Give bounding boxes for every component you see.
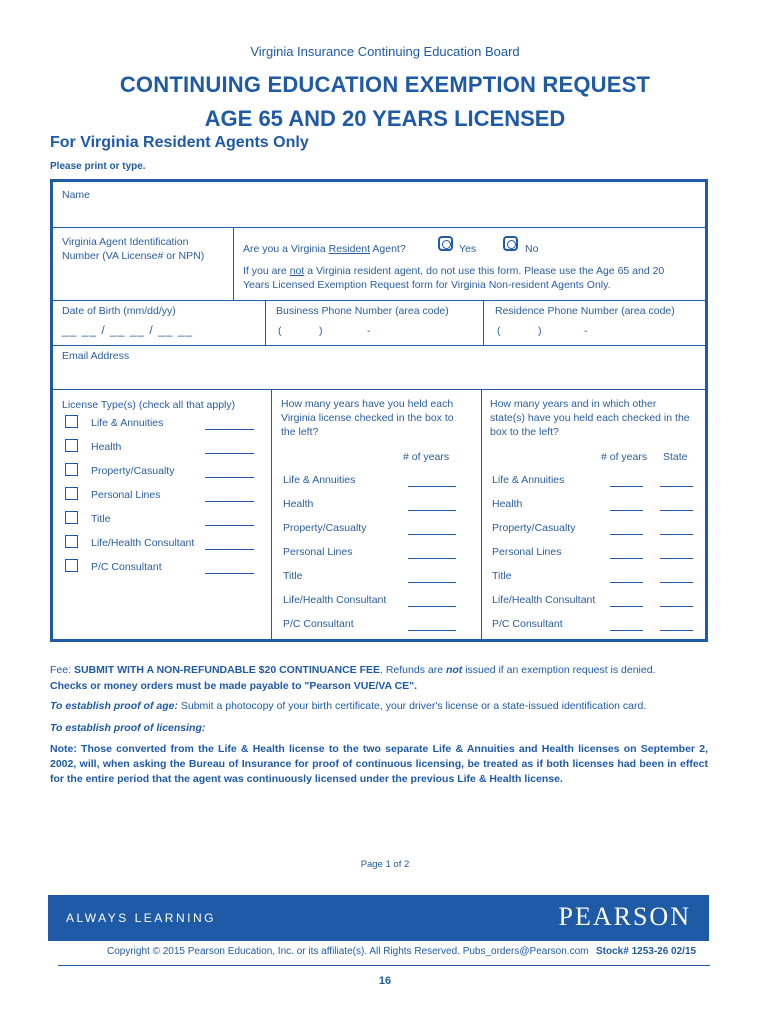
divider (265, 300, 266, 345)
other-states-q2: state(s) have you held each checked in the (490, 412, 690, 424)
years-blank[interactable] (408, 534, 456, 535)
proof-of-licensing-label: To establish proof of licensing: (50, 722, 206, 734)
other-state-years-blank[interactable] (610, 558, 643, 559)
years-column-label: # of years (403, 451, 450, 463)
yes-radio[interactable] (438, 236, 453, 251)
audience-heading: For Virginia Resident Agents Only (50, 134, 309, 151)
page-of: Page 1 of 2 (360, 859, 410, 870)
years-blank[interactable] (408, 630, 456, 631)
divider (53, 227, 705, 228)
other-state-years-blank[interactable] (610, 606, 643, 607)
state-column-label: State (663, 451, 688, 463)
license-blank[interactable] (205, 429, 254, 430)
fee-payable: Checks or money orders must be made payable to "Pearson VUE/VA CE". (50, 680, 418, 692)
yes-label: Yes (459, 243, 477, 255)
page-number: 16 (378, 975, 392, 987)
other-state-years-blank[interactable] (610, 630, 643, 631)
email-label: Email Address (62, 350, 130, 362)
stock-number: Stock# 1253-26 02/15 (596, 946, 697, 957)
license-type-label: P/C Consultant (91, 561, 162, 573)
years-license-label: Health (283, 498, 314, 510)
business-phone-dash: - (367, 325, 371, 337)
fee-rest: issued if an exemption request is denied. (462, 664, 656, 676)
years-license-label: Personal Lines (283, 546, 353, 558)
form-title: CONTINUING EDUCATION EXEMPTION REQUEST (119, 72, 651, 97)
years-held-q2: Virginia license checked in the box to (281, 412, 454, 424)
name-label: Name (62, 189, 91, 201)
license-type-label: Health (91, 441, 122, 453)
license-checkbox[interactable] (65, 487, 78, 500)
fee-prefix: Fee: (50, 664, 74, 676)
agent-id-label-line2: Number (VA License# or NPN) (62, 250, 205, 262)
residence-phone-dash: - (584, 325, 588, 337)
board-name: Virginia Insurance Continuing Education Board (250, 44, 520, 59)
other-state-name-blank[interactable] (660, 510, 693, 511)
divider (233, 227, 234, 301)
agent-id-label (62, 235, 204, 263)
other-state-name-blank[interactable] (660, 630, 693, 631)
footer-banner (48, 895, 709, 941)
years-blank[interactable] (408, 558, 456, 559)
no-label: No (525, 243, 539, 255)
dob-field[interactable]: __ __ / __ __ / __ __ (62, 323, 194, 337)
license-blank[interactable] (205, 501, 254, 502)
other-state-license-label: Health (492, 498, 523, 510)
license-type-label: Title (91, 513, 111, 525)
print-instruction: Please print or type. (50, 161, 146, 172)
license-checkbox[interactable] (65, 559, 78, 572)
proof-of-age-text: Submit a photocopy of your birth certificate, your driver's license or a state-issued identification card. (177, 700, 647, 712)
years-held-question (281, 397, 454, 439)
years-license-label: P/C Consultant (283, 618, 354, 630)
license-checkbox[interactable] (65, 415, 78, 428)
license-checkbox[interactable] (65, 535, 78, 548)
years-license-label: Life & Annuities (283, 474, 356, 486)
other-state-license-label: Property/Casualty (492, 522, 576, 534)
fee-not: not (445, 664, 463, 676)
copyright: Copyright © 2015 Pearson Education, Inc. or its affiliate(s). All Rights Reserved. Pubs_orders@Pearson.com (107, 946, 589, 957)
other-states-q1: How many years and in which other (490, 398, 657, 410)
nonresident-line2: Years Licensed Exemption Request form for Virginia Non-resident Agents Only. (243, 279, 611, 291)
divider (53, 389, 705, 390)
years-held-q3: the left? (281, 426, 319, 438)
business-phone-open-paren[interactable]: ( (278, 325, 282, 337)
other-state-years-blank[interactable] (610, 534, 643, 535)
divider (53, 345, 705, 346)
license-type-label: Property/Casualty (91, 465, 175, 477)
divider (271, 389, 272, 639)
nonresident-prefix: If you are (243, 265, 290, 277)
resident-question-prefix: Are you a Virginia (243, 243, 329, 255)
other-state-name-blank[interactable] (660, 534, 693, 535)
residence-phone-label: Residence Phone Number (area code) (495, 305, 675, 317)
no-radio[interactable] (503, 236, 518, 251)
divider (483, 300, 484, 345)
years-held-q1: How many years have you held each (281, 398, 454, 410)
license-type-label: Personal Lines (91, 489, 161, 501)
license-type-label: Life & Annuities (91, 417, 164, 429)
other-state-name-blank[interactable] (660, 606, 693, 607)
fee-mid: . Refunds are (380, 664, 446, 676)
proof-of-age (50, 699, 708, 714)
footer-rule (58, 965, 710, 966)
form-subtitle-title: AGE 65 AND 20 YEARS LICENSED (204, 106, 566, 131)
dob-label: Date of Birth (mm/dd/yy) (62, 305, 176, 317)
license-checkbox[interactable] (65, 463, 78, 476)
other-state-years-blank[interactable] (610, 510, 643, 511)
nonresident-line1: a Virginia resident agent, do not use this form. Please use the Age 65 and 20 (304, 265, 665, 277)
other-state-years-blank[interactable] (610, 582, 643, 583)
other-state-name-blank[interactable] (660, 558, 693, 559)
nonresident-not: not (289, 265, 305, 277)
other-state-name-blank[interactable] (660, 582, 693, 583)
other-state-name-blank[interactable] (660, 486, 693, 487)
license-blank[interactable] (205, 525, 254, 526)
tagline: ALWAYS LEARNING (66, 911, 216, 925)
other-state-license-label: P/C Consultant (492, 618, 563, 630)
years-blank[interactable] (408, 486, 456, 487)
residence-phone-close-paren: ) (538, 325, 542, 337)
license-blank[interactable] (205, 573, 254, 574)
years-license-label: Title (283, 570, 303, 582)
business-phone-close-paren: ) (319, 325, 323, 337)
pearson-logo: PEARSON (558, 902, 691, 931)
years-blank[interactable] (408, 510, 456, 511)
license-blank[interactable] (205, 453, 254, 454)
other-states-q3: box to the left? (490, 426, 559, 438)
exemption-form (50, 179, 708, 642)
business-phone-label: Business Phone Number (area code) (276, 305, 449, 317)
nonresident-warning (243, 264, 664, 292)
license-types-label: License Type(s) (check all that apply) (62, 399, 236, 411)
other-state-years-blank[interactable] (610, 486, 643, 487)
license-checkbox[interactable] (65, 511, 78, 524)
other-state-license-label: Life & Annuities (492, 474, 565, 486)
license-checkbox[interactable] (65, 439, 78, 452)
other-state-license-label: Personal Lines (492, 546, 562, 558)
conversion-note: Note: Those converted from the Life & Health license to the two separate Life & Annuities and Health licenses on September 2, 2002, will, when asking the Bureau of Insurance for proof of continuous licensing, be treated as if both licenses had been in effect for the entire period that the agent was continuously licensed under the previous Life & Health license. (50, 743, 708, 785)
divider (53, 300, 705, 301)
years-blank[interactable] (408, 606, 456, 607)
license-blank[interactable] (205, 477, 254, 478)
residence-phone-open-paren[interactable]: ( (497, 325, 501, 337)
fee-bold: SUBMIT WITH A NON-REFUNDABLE $20 CONTINUANCE FEE (73, 664, 380, 676)
license-blank[interactable] (205, 549, 254, 550)
years-blank[interactable] (408, 582, 456, 583)
other-state-license-label: Life/Health Consultant (492, 594, 596, 606)
agent-id-label-line1: Virginia Agent Identification (62, 236, 189, 248)
divider (481, 389, 482, 639)
other-states-years-label: # of years (601, 451, 648, 463)
proof-of-age-label: To establish proof of age: (50, 700, 178, 712)
resident-question-word: Resident (328, 243, 371, 255)
years-license-label: Property/Casualty (283, 522, 367, 534)
resident-question (243, 242, 406, 256)
other-states-question (490, 397, 690, 439)
resident-question-suffix: Agent? (370, 243, 406, 255)
license-type-label: Life/Health Consultant (91, 537, 195, 549)
years-license-label: Life/Health Consultant (283, 594, 387, 606)
other-state-license-label: Title (492, 570, 512, 582)
fee-notice (50, 663, 708, 678)
